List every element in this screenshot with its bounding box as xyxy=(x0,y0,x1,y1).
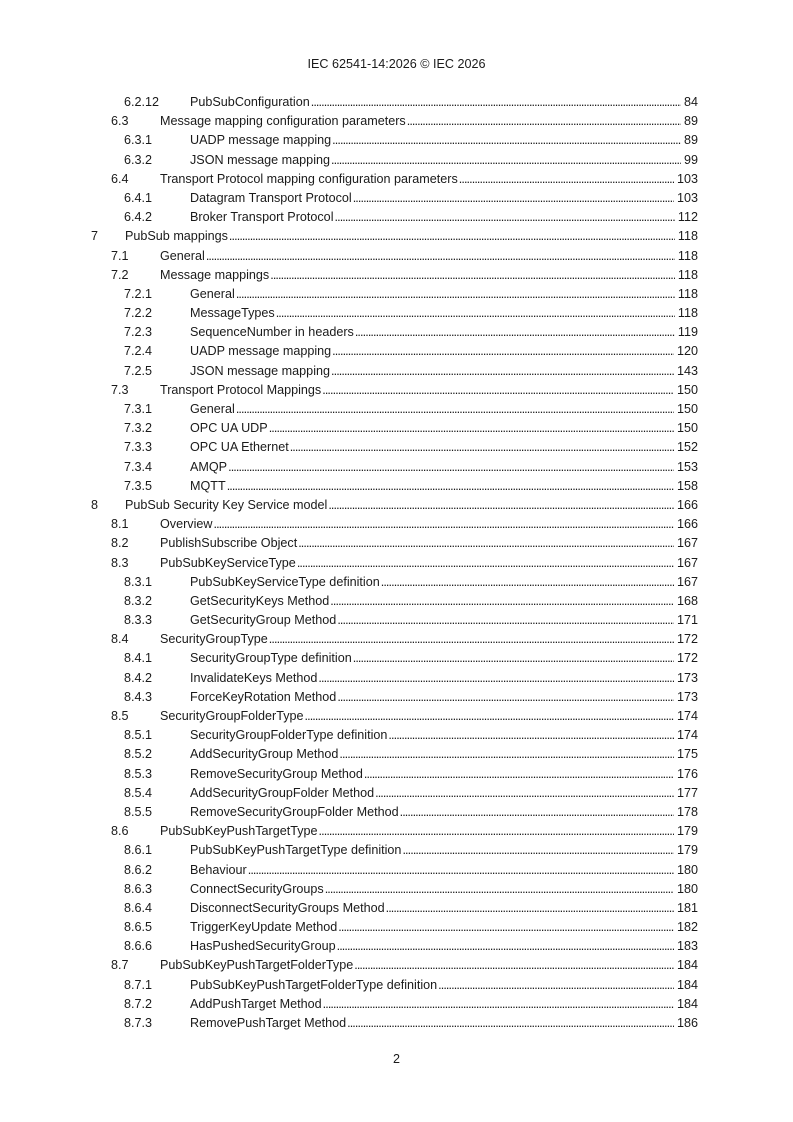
toc-entry-title: Broker Transport Protocol xyxy=(190,210,334,225)
toc-entry-number: 8.7.2 xyxy=(124,996,153,1011)
toc-entry[interactable] xyxy=(0,190,793,209)
toc-entry-page: 150 xyxy=(676,402,698,416)
toc-dot-leader xyxy=(322,382,674,399)
toc-entry-title: PubSub mappings xyxy=(125,229,228,244)
toc-entry-title: InvalidateKeys Method xyxy=(190,670,318,685)
toc-entry-title: Transport Protocol mapping configuration parameters xyxy=(160,171,458,186)
toc-entry-title-leader xyxy=(125,497,674,514)
toc-entry[interactable] xyxy=(0,766,793,785)
toc-entry-page: 184 xyxy=(676,977,698,992)
toc-entry-number: 8.3.3 xyxy=(124,613,153,628)
toc-entry-page: 158 xyxy=(676,478,698,493)
toc-entry-number: 8.4.3 xyxy=(124,689,153,704)
toc-entry-number: 8.7 xyxy=(111,958,129,973)
toc-entry-page: 118 xyxy=(677,306,698,321)
toc-entry[interactable] xyxy=(0,593,793,612)
toc-entry-page: 179 xyxy=(676,843,698,858)
toc-entry-title-leader xyxy=(190,842,674,859)
toc-entry-page: 172 xyxy=(676,651,698,666)
toc-entry[interactable] xyxy=(0,382,793,401)
toc-entry-title-leader xyxy=(160,267,675,284)
toc-entry-title-leader xyxy=(190,305,675,322)
toc-entry[interactable] xyxy=(0,152,793,171)
toc-entry-title: RemovePushTarget Method xyxy=(190,1016,347,1030)
toc-entry-page: 89 xyxy=(683,133,698,148)
toc-entry-title-leader xyxy=(190,650,674,667)
toc-entry[interactable] xyxy=(0,650,793,669)
toc-entry-title-leader xyxy=(190,439,674,456)
toc-entry-title-leader xyxy=(190,420,674,437)
toc-entry[interactable] xyxy=(0,343,793,362)
toc-entry-page: 120 xyxy=(676,344,698,359)
toc-entry-title: PubSubKeyPushTargetFolderType definition xyxy=(190,977,438,992)
toc-entry-title: ForceKeyRotation Method xyxy=(190,689,337,704)
toc-entry[interactable] xyxy=(0,804,793,823)
toc-entry-title: MQTT xyxy=(190,478,226,493)
toc-dot-leader xyxy=(297,555,674,572)
toc-entry-page: 118 xyxy=(677,267,698,282)
toc-entry-number: 7.2.3 xyxy=(124,325,153,340)
toc-entry-title: PubSubKeyPushTargetFolderType xyxy=(160,958,354,973)
toc-entry-title: OPC UA Ethernet xyxy=(190,440,289,455)
toc-entry-title: Transport Protocol Mappings xyxy=(160,382,322,397)
toc-entry-title: ConnectSecurityGroups xyxy=(190,881,324,896)
toc-entry-page: 143 xyxy=(676,363,698,378)
toc-entry[interactable] xyxy=(0,535,793,554)
toc-entry-page: 84 xyxy=(683,95,698,109)
toc-entry-number: 8.5.5 xyxy=(124,804,153,819)
toc-entry-number: 8.7.3 xyxy=(124,1016,153,1030)
toc-entry-title: HasPushedSecurityGroup xyxy=(190,939,336,954)
toc-entry-number: 7.3.1 xyxy=(124,402,153,416)
toc-entry-title-leader xyxy=(190,689,674,706)
toc-dot-leader xyxy=(269,420,674,437)
toc-dot-leader xyxy=(248,862,674,879)
toc-entry-number: 7.1 xyxy=(111,248,129,263)
toc-dot-leader xyxy=(381,574,674,591)
toc-entry-title: PubSubKeyServiceType definition xyxy=(190,574,380,589)
toc-entry-title: AddPushTarget Method xyxy=(190,996,322,1011)
toc-entry[interactable] xyxy=(0,862,793,881)
toc-entry-number: 7.2 xyxy=(111,267,129,282)
toc-entry-title: Datagram Transport Protocol xyxy=(190,190,352,205)
toc-entry[interactable] xyxy=(0,248,793,267)
toc-entry-title-leader xyxy=(160,535,674,552)
toc-entry-number: 8.2 xyxy=(111,536,129,551)
toc-entry-title-leader xyxy=(190,996,674,1013)
toc-entry-page: 166 xyxy=(676,517,698,532)
toc-entry-title-leader xyxy=(190,766,674,783)
toc-entry[interactable] xyxy=(0,267,793,286)
toc-entry-title-leader xyxy=(190,209,675,226)
toc-entry-title-leader xyxy=(160,248,675,265)
toc-entry-number: 8.6.2 xyxy=(124,862,153,877)
toc-entry-title-leader xyxy=(190,670,674,687)
toc-entry-number: 7.3.5 xyxy=(124,478,153,493)
toc-entry[interactable] xyxy=(0,113,793,132)
toc-entry-title: PubSub Security Key Service model xyxy=(125,497,328,512)
toc-entry-title: PublishSubscribe Object xyxy=(160,536,298,551)
toc-entry-page: 103 xyxy=(676,171,698,186)
toc-entry[interactable] xyxy=(0,459,793,478)
toc-dot-leader xyxy=(337,689,674,706)
toc-entry[interactable] xyxy=(0,363,793,382)
toc-dot-leader xyxy=(298,535,674,552)
toc-entry-title: AMQP xyxy=(190,459,228,474)
toc-entry-number: 7.3.2 xyxy=(124,421,153,436)
toc-dot-leader xyxy=(325,881,674,898)
toc-entry-title-leader xyxy=(190,1015,674,1032)
toc-entry-title: PubSubConfiguration xyxy=(190,95,310,109)
toc-entry-number: 8.4 xyxy=(111,632,129,647)
toc-entry-page: 103 xyxy=(676,190,698,205)
toc-entry-title-leader xyxy=(190,919,674,936)
toc-dot-leader xyxy=(337,612,674,629)
toc-entry-page: 174 xyxy=(676,709,698,723)
toc-entry-title: JSON message mapping xyxy=(190,152,330,167)
toc-entry-title: SequenceNumber in headers xyxy=(190,325,354,340)
toc-entry-title: RemoveSecurityGroup Method xyxy=(190,766,363,781)
toc-dot-leader xyxy=(318,670,674,687)
toc-entry[interactable] xyxy=(0,516,793,535)
toc-entry-number: 6.3.2 xyxy=(124,152,153,167)
toc-entry[interactable] xyxy=(0,823,793,842)
toc-entry-title: UADP message mapping xyxy=(190,344,332,359)
toc-entry-title-leader xyxy=(190,152,681,169)
toc-entry-title: SecurityGroupFolderType definition xyxy=(190,728,388,743)
toc-entry-title: DisconnectSecurityGroups Method xyxy=(190,900,385,915)
toc-entry-page: 150 xyxy=(676,421,698,436)
toc-entry-number: 8.5.4 xyxy=(124,785,153,800)
toc-entry-page: 171 xyxy=(676,613,698,628)
toc-dot-leader xyxy=(386,900,674,917)
toc-entry[interactable] xyxy=(0,497,793,516)
toc-entry-page: 184 xyxy=(676,996,698,1011)
toc-entry-title-leader xyxy=(160,708,674,725)
toc-entry-number: 8.6.4 xyxy=(124,900,153,915)
toc-dot-leader xyxy=(459,171,674,188)
toc-entry[interactable] xyxy=(0,957,793,976)
toc-entry-title-leader xyxy=(190,804,674,821)
toc-entry[interactable] xyxy=(0,305,793,324)
toc-entry-title-leader xyxy=(190,977,674,994)
toc-dot-leader xyxy=(269,631,674,648)
toc-entry-number: 7.2.2 xyxy=(124,306,153,321)
toc-entry-title: GetSecurityGroup Method xyxy=(190,613,337,628)
toc-entry-page: 118 xyxy=(677,286,698,301)
toc-entry[interactable] xyxy=(0,228,793,247)
toc-entry-number: 8.4.2 xyxy=(124,670,153,685)
toc-entry-page: 152 xyxy=(676,440,698,455)
toc-dot-leader xyxy=(375,785,674,802)
toc-entry-page: 153 xyxy=(676,459,698,474)
toc-entry-page: 119 xyxy=(677,325,698,340)
toc-entry[interactable] xyxy=(0,785,793,804)
toc-entry[interactable] xyxy=(0,401,793,420)
toc-entry[interactable] xyxy=(0,881,793,900)
toc-entry-number: 8.5.2 xyxy=(124,747,153,762)
toc-entry[interactable] xyxy=(0,209,793,228)
toc-entry-number: 7 xyxy=(91,229,99,244)
toc-entry-page: 112 xyxy=(677,210,698,225)
toc-entry-number: 7.3 xyxy=(111,382,129,397)
toc-entry-number: 7.2.1 xyxy=(124,286,153,301)
toc-entry[interactable] xyxy=(0,132,793,151)
toc-entry-number: 8.6.6 xyxy=(124,939,153,954)
toc-entry-title-leader xyxy=(190,94,681,111)
toc-dot-leader xyxy=(355,324,675,341)
toc-entry-page: 150 xyxy=(676,382,698,397)
table-of-contents xyxy=(0,94,793,1034)
toc-entry-page: 166 xyxy=(676,497,698,512)
toc-entry-number: 8.6.1 xyxy=(124,843,153,858)
page-number: 2 xyxy=(392,1052,400,1066)
toc-entry-title: Overview xyxy=(160,517,213,532)
toc-entry-title-leader xyxy=(190,900,674,917)
toc-entry-number: 6.3.1 xyxy=(124,133,153,148)
toc-entry-page: 173 xyxy=(676,689,698,704)
toc-dot-leader xyxy=(347,1015,674,1032)
toc-entry-number: 6.4.1 xyxy=(124,190,153,205)
toc-entry-page: 186 xyxy=(676,1016,698,1030)
toc-entry-title-leader xyxy=(160,516,674,533)
toc-entry-title-leader xyxy=(190,881,674,898)
toc-entry-title: JSON message mapping xyxy=(190,363,330,378)
toc-entry-page: 176 xyxy=(676,766,698,781)
toc-entry-page: 184 xyxy=(676,958,698,973)
toc-entry-number: 6.3 xyxy=(111,114,129,129)
toc-entry-page: 173 xyxy=(676,670,698,685)
toc-entry-page: 168 xyxy=(676,593,698,608)
toc-entry-title: Message mapping configuration parameters xyxy=(160,114,406,129)
toc-entry-title-leader xyxy=(190,459,674,476)
toc-entry-title-leader xyxy=(190,938,674,955)
toc-entry-title-leader xyxy=(190,862,674,879)
toc-entry[interactable] xyxy=(0,324,793,343)
toc-entry-number: 7.2.5 xyxy=(124,363,153,378)
toc-dot-leader xyxy=(227,478,674,495)
toc-dot-leader xyxy=(353,190,674,207)
toc-dot-leader xyxy=(438,977,674,994)
toc-entry-title: RemoveSecurityGroupFolder Method xyxy=(190,804,399,819)
toc-dot-leader xyxy=(330,593,674,610)
toc-entry[interactable] xyxy=(0,286,793,305)
toc-entry-page: 99 xyxy=(683,152,698,167)
toc-entry-page: 118 xyxy=(677,248,698,263)
toc-entry[interactable] xyxy=(0,94,793,113)
toc-dot-leader xyxy=(319,823,674,840)
toc-entry-title: AddSecurityGroupFolder Method xyxy=(190,785,375,800)
toc-dot-leader xyxy=(305,708,674,725)
toc-entry-number: 8.3.2 xyxy=(124,593,153,608)
toc-entry[interactable] xyxy=(0,708,793,727)
toc-entry-title: PubSubKeyServiceType xyxy=(160,555,296,570)
toc-entry[interactable] xyxy=(0,171,793,190)
toc-dot-leader xyxy=(332,343,674,360)
toc-entry-title: GetSecurityKeys Method xyxy=(190,593,330,608)
toc-entry-title: PubSubKeyPushTargetType xyxy=(160,824,318,839)
toc-entry-title-leader xyxy=(190,746,674,763)
toc-entry-page: 179 xyxy=(676,824,698,839)
toc-entry-title-leader xyxy=(190,132,681,149)
toc-dot-leader xyxy=(338,919,674,936)
toc-entry-title-leader xyxy=(160,382,674,399)
toc-dot-leader xyxy=(400,804,674,821)
toc-dot-leader xyxy=(337,938,674,955)
toc-entry-number: 8.4.1 xyxy=(124,651,153,666)
toc-dot-leader xyxy=(213,516,674,533)
toc-entry-page: 167 xyxy=(676,555,698,570)
toc-entry-title: MessageTypes xyxy=(190,306,275,321)
toc-entry-number: 6.2.12 xyxy=(124,95,160,109)
toc-entry-title: Message mappings xyxy=(160,267,270,282)
toc-entry-number: 8.6.3 xyxy=(124,881,153,896)
toc-entry-title: General xyxy=(190,286,235,301)
toc-entry[interactable] xyxy=(0,977,793,996)
toc-entry-title-leader xyxy=(190,727,674,744)
toc-dot-leader xyxy=(407,113,681,130)
toc-entry-title: SecurityGroupFolderType xyxy=(160,709,304,723)
toc-entry-number: 8.6 xyxy=(111,824,129,839)
toc-entry-title-leader xyxy=(190,363,674,380)
toc-entry[interactable] xyxy=(0,555,793,574)
toc-entry-title-leader xyxy=(125,228,675,245)
toc-entry-page: 183 xyxy=(676,939,698,954)
toc-entry-number: 8.3 xyxy=(111,555,129,570)
toc-entry-page: 167 xyxy=(676,536,698,551)
toc-entry-title: UADP message mapping xyxy=(190,133,332,148)
toc-entry-title-leader xyxy=(190,286,675,303)
toc-entry-title: Behaviour xyxy=(190,862,247,877)
toc-entry-page: 182 xyxy=(676,920,698,935)
toc-entry-page: 180 xyxy=(676,862,698,877)
toc-entry-title-leader xyxy=(190,593,674,610)
toc-entry-title: TriggerKeyUpdate Method xyxy=(190,920,338,935)
toc-entry-number: 6.4.2 xyxy=(124,210,153,225)
toc-dot-leader xyxy=(335,209,675,226)
toc-entry[interactable] xyxy=(0,420,793,439)
toc-dot-leader xyxy=(236,401,674,418)
toc-entry-title-leader xyxy=(190,478,674,495)
toc-dot-leader xyxy=(332,132,681,149)
toc-dot-leader xyxy=(364,766,674,783)
toc-entry-number: 7.2.4 xyxy=(124,344,153,359)
toc-entry-title-leader xyxy=(190,401,674,418)
toc-dot-leader xyxy=(328,497,674,514)
toc-entry-number: 8 xyxy=(91,497,99,512)
toc-entry-title: OPC UA UDP xyxy=(190,421,268,436)
toc-dot-leader xyxy=(339,746,674,763)
toc-dot-leader xyxy=(353,650,674,667)
toc-entry-title-leader xyxy=(190,612,674,629)
toc-entry-title: General xyxy=(160,248,205,263)
toc-entry-title-leader xyxy=(190,343,674,360)
toc-entry-page: 178 xyxy=(676,804,698,819)
toc-dot-leader xyxy=(290,439,674,456)
toc-entry-title-leader xyxy=(160,631,674,648)
toc-dot-leader xyxy=(331,363,674,380)
toc-dot-leader xyxy=(388,727,674,744)
toc-entry-title-leader xyxy=(160,171,674,188)
toc-entry[interactable] xyxy=(0,842,793,861)
toc-entry-title: SecurityGroupType xyxy=(160,632,268,647)
toc-entry-page: 89 xyxy=(683,114,698,129)
toc-entry-page: 118 xyxy=(677,229,698,244)
toc-entry[interactable] xyxy=(0,574,793,593)
toc-entry-number: 6.4 xyxy=(111,171,129,186)
toc-entry-title: PubSubKeyPushTargetType definition xyxy=(190,843,402,858)
toc-entry-title-leader xyxy=(190,574,674,591)
toc-entry-page: 167 xyxy=(676,574,698,589)
toc-entry-number: 7.3.3 xyxy=(124,440,153,455)
toc-entry-number: 8.6.5 xyxy=(124,920,153,935)
toc-dot-leader xyxy=(206,248,675,265)
toc-dot-leader xyxy=(402,842,674,859)
toc-entry-number: 8.7.1 xyxy=(124,977,153,992)
toc-entry[interactable] xyxy=(0,670,793,689)
toc-dot-leader xyxy=(236,286,675,303)
toc-dot-leader xyxy=(323,996,674,1013)
toc-entry-title-leader xyxy=(160,823,674,840)
toc-entry-number: 8.5.1 xyxy=(124,728,153,743)
toc-dot-leader xyxy=(270,267,675,284)
toc-entry-title-leader xyxy=(190,785,674,802)
toc-entry-number: 8.5 xyxy=(111,709,129,723)
page-header: IEC 62541-14:2026 © IEC 2026 xyxy=(307,57,486,71)
toc-entry-number: 8.3.1 xyxy=(124,574,153,589)
toc-entry-page: 172 xyxy=(676,632,698,647)
toc-entry-title-leader xyxy=(160,555,674,572)
toc-entry-number: 8.1 xyxy=(111,517,129,532)
toc-entry[interactable] xyxy=(0,631,793,650)
toc-dot-leader xyxy=(331,152,681,169)
toc-entry[interactable] xyxy=(0,1015,793,1034)
toc-dot-leader xyxy=(354,957,674,974)
toc-entry-title-leader xyxy=(160,113,681,130)
toc-entry-title: General xyxy=(190,402,235,416)
toc-entry[interactable] xyxy=(0,612,793,631)
toc-entry-number: 8.5.3 xyxy=(124,766,153,781)
toc-entry[interactable] xyxy=(0,478,793,497)
toc-entry-number: 7.3.4 xyxy=(124,459,153,474)
toc-dot-leader xyxy=(229,228,675,245)
toc-entry[interactable] xyxy=(0,900,793,919)
toc-entry[interactable] xyxy=(0,746,793,765)
toc-entry-title-leader xyxy=(160,957,674,974)
toc-entry-page: 174 xyxy=(676,728,698,743)
toc-dot-leader xyxy=(228,459,674,476)
toc-entry[interactable] xyxy=(0,689,793,708)
toc-entry-page: 175 xyxy=(676,747,698,762)
toc-entry[interactable] xyxy=(0,938,793,957)
toc-entry-title-leader xyxy=(190,190,674,207)
toc-entry[interactable] xyxy=(0,727,793,746)
toc-entry-page: 180 xyxy=(676,881,698,896)
toc-entry-page: 181 xyxy=(676,900,698,915)
toc-entry-page: 177 xyxy=(676,785,698,800)
toc-entry[interactable] xyxy=(0,439,793,458)
toc-entry[interactable] xyxy=(0,919,793,938)
toc-dot-leader xyxy=(311,94,681,111)
toc-entry[interactable] xyxy=(0,996,793,1015)
toc-entry-title: AddSecurityGroup Method xyxy=(190,747,339,762)
toc-entry-title: SecurityGroupType definition xyxy=(190,651,352,666)
toc-entry-title-leader xyxy=(190,324,675,341)
toc-dot-leader xyxy=(276,305,675,322)
